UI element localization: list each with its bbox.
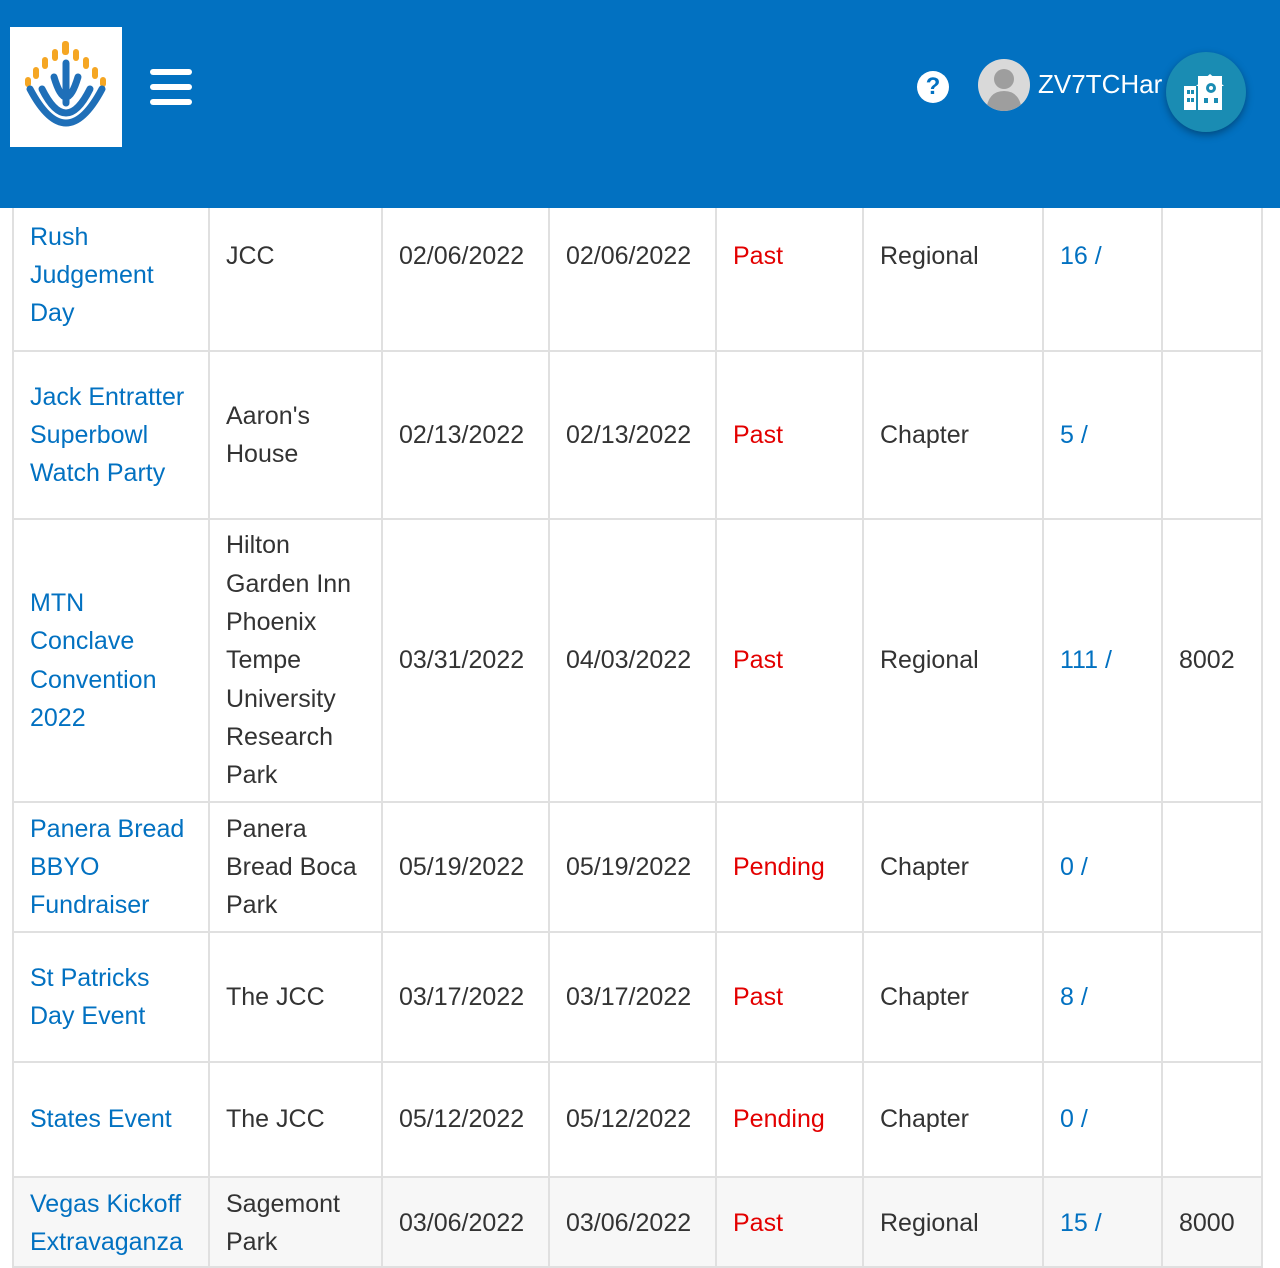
event-start-date: 05/19/2022 — [382, 802, 549, 932]
logo[interactable] — [10, 27, 122, 147]
event-level: Chapter — [863, 802, 1043, 932]
event-start-date: 02/13/2022 — [382, 351, 549, 519]
event-end-date: 02/06/2022 — [549, 161, 716, 351]
event-code — [1162, 1062, 1262, 1177]
event-count-link[interactable]: 16 / — [1043, 161, 1162, 351]
event-name-link[interactable]: Rush Judgement Day — [13, 161, 209, 351]
menorah-logo-icon — [20, 37, 112, 137]
event-start-date: 02/06/2022 — [382, 161, 549, 351]
building-icon — [1182, 72, 1230, 112]
event-name-link[interactable]: St Patricks Day Event — [13, 932, 209, 1062]
event-code — [1162, 932, 1262, 1062]
event-end-date: 05/12/2022 — [549, 1062, 716, 1177]
event-status: Past — [716, 519, 863, 802]
event-count-link[interactable]: 5 / — [1043, 351, 1162, 519]
building-fab-button[interactable] — [1166, 52, 1246, 132]
question-circle-icon[interactable]: ? — [917, 71, 949, 103]
event-level: Chapter — [863, 351, 1043, 519]
event-name-link[interactable]: Vegas Kickoff Extravaganza — [13, 1177, 209, 1267]
hamburger-menu-icon[interactable] — [150, 69, 192, 105]
event-start-date: 03/31/2022 — [382, 519, 549, 802]
event-status: Past — [716, 1177, 863, 1267]
event-count-link[interactable]: 0 / — [1043, 802, 1162, 932]
event-level: Chapter — [863, 1062, 1043, 1177]
user-avatar-icon[interactable] — [978, 59, 1030, 111]
event-name-link[interactable]: States Event — [13, 1062, 209, 1177]
event-name-link[interactable]: Jack Entratter Superbowl Watch Party — [13, 351, 209, 519]
event-count-link[interactable]: 111 / — [1043, 519, 1162, 802]
table-row — [13, 802, 1262, 932]
event-level: Regional — [863, 1177, 1043, 1267]
event-end-date: 04/03/2022 — [549, 519, 716, 802]
event-end-date: 03/06/2022 — [549, 1177, 716, 1267]
event-status: Past — [716, 932, 863, 1062]
event-count-link[interactable]: 15 / — [1043, 1177, 1162, 1267]
event-count-link[interactable]: 8 / — [1043, 932, 1162, 1062]
event-end-date: 02/13/2022 — [549, 351, 716, 519]
event-status: Pending — [716, 1062, 863, 1177]
event-code — [1162, 351, 1262, 519]
event-status: Past — [716, 351, 863, 519]
event-location: Hilton Garden Inn Phoenix Tempe University Research Park — [209, 519, 382, 802]
table-row — [13, 351, 1262, 519]
event-start-date: 05/12/2022 — [382, 1062, 549, 1177]
event-level: Regional — [863, 519, 1043, 802]
event-status: Past — [716, 161, 863, 351]
event-status: Pending — [716, 802, 863, 932]
event-location: Aaron's House — [209, 351, 382, 519]
event-code: 8000 — [1162, 1177, 1262, 1267]
event-code — [1162, 802, 1262, 932]
event-location: Sagemont Park — [209, 1177, 382, 1267]
table-row — [13, 519, 1262, 802]
table-row — [13, 932, 1262, 1062]
username-label[interactable]: ZV7TCHar — [1038, 69, 1163, 99]
event-start-date: 03/06/2022 — [382, 1177, 549, 1267]
event-name-link[interactable]: Panera Bread BBYO Fundraiser — [13, 802, 209, 932]
event-end-date: 05/19/2022 — [549, 802, 716, 932]
event-start-date: 03/17/2022 — [382, 932, 549, 1062]
table-row — [13, 1062, 1262, 1177]
event-name-link[interactable]: MTN Conclave Convention 2022 — [13, 519, 209, 802]
event-level: Chapter — [863, 932, 1043, 1062]
event-location: The JCC — [209, 1062, 382, 1177]
event-end-date: 03/17/2022 — [549, 932, 716, 1062]
table-row — [13, 1177, 1262, 1267]
event-count-link[interactable]: 0 / — [1043, 1062, 1162, 1177]
event-location: Panera Bread Boca Park — [209, 802, 382, 932]
event-location: The JCC — [209, 932, 382, 1062]
event-location: JCC — [209, 161, 382, 351]
event-code: 8002 — [1162, 519, 1262, 802]
app-header — [0, 0, 1280, 208]
events-table — [12, 160, 1263, 1268]
event-level: Regional — [863, 161, 1043, 351]
